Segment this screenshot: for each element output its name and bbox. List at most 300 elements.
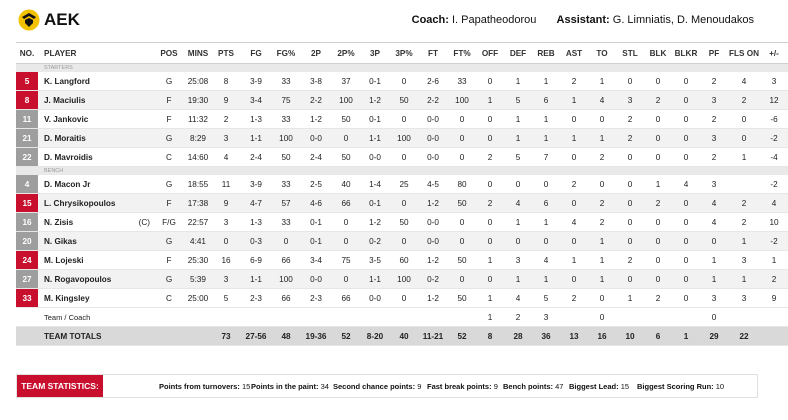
team-coach-row (16, 308, 788, 327)
stat-fg: 1-1 (240, 129, 272, 148)
stat-ast: 1 (560, 91, 588, 110)
stat-ftp: 80 (448, 175, 476, 194)
stat-ft: 0-0 (418, 213, 448, 232)
player-row (16, 110, 788, 129)
column-header[interactable]: 3P% (390, 43, 418, 64)
stat-ftp: 0 (448, 129, 476, 148)
stat-def: 0 (504, 175, 532, 194)
team-reb: 3 (532, 308, 560, 327)
stat-blkr: 0 (672, 72, 700, 91)
totals-pts: 73 (212, 327, 240, 346)
stat-value: 47 (555, 382, 564, 391)
stat-ft: 0-2 (418, 270, 448, 289)
stat-p2p: 0 (332, 270, 360, 289)
stat-ast: 2 (560, 289, 588, 308)
stat-stl: 1 (616, 289, 644, 308)
stat-pm: -6 (760, 110, 788, 129)
player-row (16, 194, 788, 213)
stat-blk: 0 (644, 110, 672, 129)
stat-p3p: 50 (390, 91, 418, 110)
player-name[interactable]: D. Mavroidis (44, 152, 93, 162)
stat-ft: 0-0 (418, 148, 448, 167)
stat-p3p: 0 (390, 194, 418, 213)
stat-ft: 1-2 (418, 289, 448, 308)
stat-to: 2 (588, 194, 616, 213)
stat-mins: 25:08 (184, 72, 212, 91)
column-header[interactable]: 3P (360, 43, 390, 64)
jersey-number: 27 (16, 270, 38, 289)
stat-p2: 0-1 (300, 232, 332, 251)
stat-stl: 0 (616, 148, 644, 167)
stat-def: 1 (504, 270, 532, 289)
stat-mins: 8:29 (184, 129, 212, 148)
stat-ast: 1 (560, 251, 588, 270)
stat-value: 9 (417, 382, 422, 391)
stat-p3: 0-1 (360, 110, 390, 129)
stat-flson: 3 (728, 251, 760, 270)
stat-pm: 9 (760, 289, 788, 308)
stat-off: 0 (476, 213, 504, 232)
stat-ftp: 50 (448, 289, 476, 308)
stat-p2p: 50 (332, 110, 360, 129)
section-label: BENCH (16, 167, 788, 176)
player-name-cell[interactable] (38, 270, 154, 289)
stat-stl: 3 (616, 91, 644, 110)
player-row (16, 289, 788, 308)
stat-ftp: 0 (448, 110, 476, 129)
stat-ftp: 0 (448, 232, 476, 251)
stat-p2: 1-2 (300, 110, 332, 129)
stat-p3: 1-4 (360, 175, 390, 194)
stat-pos: C (154, 148, 184, 167)
column-header[interactable]: TO (588, 43, 616, 64)
stat-label: Biggest Lead: (569, 382, 619, 391)
stat-pm: 3 (760, 72, 788, 91)
column-header[interactable]: FG (240, 43, 272, 64)
stat-ft: 4-5 (418, 175, 448, 194)
stat-value: 34 (320, 382, 329, 391)
totals-label: TEAM TOTALS (38, 327, 154, 346)
stat-pts: 2 (212, 110, 240, 129)
column-header[interactable]: MINS (184, 43, 212, 64)
stat-blk: 2 (644, 91, 672, 110)
team-statistics-bar (16, 374, 758, 398)
stat-pm: 10 (760, 213, 788, 232)
stat-pm: -2 (760, 175, 788, 194)
stat-blk: 0 (644, 72, 672, 91)
stat-ast: 0 (560, 232, 588, 251)
stat-fg: 2-4 (240, 148, 272, 167)
jersey-number: 16 (16, 213, 38, 232)
totals-pf: 29 (700, 327, 728, 346)
totals-flson: 22 (728, 327, 760, 346)
stat-pts: 3 (212, 213, 240, 232)
stat-ft: 2-6 (418, 72, 448, 91)
team-totals-row (16, 327, 788, 346)
stat-p2p: 50 (332, 148, 360, 167)
stat-label: Points from turnovers: (159, 382, 240, 391)
stat-stl: 2 (616, 251, 644, 270)
stat-fg: 1-3 (240, 110, 272, 129)
stat-fg: 3-4 (240, 91, 272, 110)
stat-mins: 11:32 (184, 110, 212, 129)
totals-to: 16 (588, 327, 616, 346)
player-name[interactable]: M. Lojeski (44, 255, 84, 265)
stat-def: 1 (504, 213, 532, 232)
stat-ft: 1-2 (418, 194, 448, 213)
stat-flson: 3 (728, 289, 760, 308)
column-header[interactable]: PLAYER (38, 43, 154, 64)
team-coach-label: Team / Coach (38, 308, 154, 327)
stat-pts: 0 (212, 232, 240, 251)
column-header[interactable]: FG% (272, 43, 300, 64)
section-label: STARTERS (16, 64, 788, 73)
stat-blk: 0 (644, 251, 672, 270)
player-name-cell[interactable] (38, 129, 154, 148)
stat-ftp: 0 (448, 148, 476, 167)
stat-to: 1 (588, 72, 616, 91)
stat-blkr: 0 (672, 148, 700, 167)
column-header[interactable]: DEF (504, 43, 532, 64)
column-header[interactable]: 2P% (332, 43, 360, 64)
stat-pf: 1 (700, 270, 728, 289)
totals-3p: 8-20 (360, 327, 390, 346)
captain-badge: (C) (138, 217, 150, 227)
stat-mins: 14:60 (184, 148, 212, 167)
stat-label: Biggest Scoring Run: (637, 382, 714, 391)
jersey-number: 24 (16, 251, 38, 270)
player-name[interactable]: N. Rogavopoulos (44, 274, 112, 284)
stat-p3p: 0 (390, 289, 418, 308)
stat-to: 2 (588, 213, 616, 232)
stat-blk: 2 (644, 194, 672, 213)
stat-p3: 0-1 (360, 72, 390, 91)
player-name[interactable]: N. Zisis (44, 217, 74, 227)
stat-reb: 1 (532, 110, 560, 129)
column-header[interactable]: 2P (300, 43, 332, 64)
stat-pos: F (154, 251, 184, 270)
stat-to: 1 (588, 251, 616, 270)
player-name-cell[interactable] (38, 148, 154, 167)
stat-p3p: 0 (390, 232, 418, 251)
stat-mins: 4:41 (184, 232, 212, 251)
stat-biggest-lead (569, 382, 629, 391)
totals-off: 8 (476, 327, 504, 346)
stat-fgp: 100 (272, 270, 300, 289)
stat-pos: G (154, 175, 184, 194)
stat-off: 0 (476, 232, 504, 251)
jersey-number: 15 (16, 194, 38, 213)
player-row (16, 213, 788, 232)
stat-fg: 4-7 (240, 194, 272, 213)
stat-p2: 2-4 (300, 148, 332, 167)
totals-ft: 11-21 (418, 327, 448, 346)
stat-p2p: 66 (332, 289, 360, 308)
stat-ft: 0-0 (418, 129, 448, 148)
stat-fg: 2-3 (240, 289, 272, 308)
player-name[interactable]: N. Gikas (44, 236, 77, 246)
stat-pf: 2 (700, 72, 728, 91)
column-header[interactable]: PTS (212, 43, 240, 64)
stat-p3: 3-5 (360, 251, 390, 270)
stat-mins: 17:38 (184, 194, 212, 213)
stat-pts: 3 (212, 270, 240, 289)
stat-p3p: 50 (390, 213, 418, 232)
stat-value: 15 (241, 382, 251, 391)
player-name[interactable]: D. Macon Jr (44, 179, 91, 189)
assistant-label: Assistant: (556, 14, 610, 26)
stat-blkr: 0 (672, 270, 700, 289)
stat-def: 5 (504, 148, 532, 167)
stat-pos: G (154, 270, 184, 289)
stat-ast: 0 (560, 148, 588, 167)
column-header[interactable]: OFF (476, 43, 504, 64)
column-header[interactable]: AST (560, 43, 588, 64)
player-row (16, 91, 788, 110)
stat-blk: 0 (644, 270, 672, 289)
stat-p2p: 75 (332, 251, 360, 270)
stat-second-chance-points (333, 382, 421, 391)
stat-fgp: 66 (272, 289, 300, 308)
stat-ftp: 0 (448, 270, 476, 289)
assistant-names: G. Limniatis, D. Menoudakos (612, 14, 754, 26)
totals-3pp: 40 (390, 327, 418, 346)
stat-points-in-paint (251, 382, 329, 391)
stat-ast: 0 (560, 110, 588, 129)
stat-p2: 2-3 (300, 289, 332, 308)
stat-bench-points (503, 382, 563, 391)
totals-ast: 13 (560, 327, 588, 346)
stat-def: 4 (504, 194, 532, 213)
column-header[interactable]: BLK (644, 43, 672, 64)
stat-blk: 2 (644, 289, 672, 308)
stat-p2: 0-0 (300, 270, 332, 289)
stat-pts: 9 (212, 91, 240, 110)
stat-fgp: 57 (272, 194, 300, 213)
stat-off: 1 (476, 289, 504, 308)
stat-reb: 7 (532, 148, 560, 167)
stat-p2p: 0 (332, 232, 360, 251)
player-row (16, 175, 788, 194)
stat-p3p: 0 (390, 110, 418, 129)
coach-label: Coach: (411, 14, 449, 26)
stat-pos: F/G (154, 213, 184, 232)
player-name[interactable]: V. Jankovic (44, 114, 89, 124)
stat-reb: 1 (532, 129, 560, 148)
stat-reb: 0 (532, 232, 560, 251)
stat-flson: 0 (728, 110, 760, 129)
team-to: 0 (588, 308, 616, 327)
stat-def: 4 (504, 289, 532, 308)
player-name[interactable]: J. Maciulis (44, 95, 86, 105)
stat-to: 4 (588, 91, 616, 110)
jersey-number: 8 (16, 91, 38, 110)
stat-p3p: 100 (390, 129, 418, 148)
stat-off: 2 (476, 194, 504, 213)
stat-def: 3 (504, 251, 532, 270)
stat-pf: 2 (700, 110, 728, 129)
section-starters (16, 64, 788, 73)
stat-to: 0 (588, 175, 616, 194)
column-header[interactable]: +/- (760, 43, 788, 64)
stat-p3: 0-2 (360, 232, 390, 251)
stat-p2: 4-6 (300, 194, 332, 213)
stat-mins: 19:30 (184, 91, 212, 110)
stat-label: Points in the paint: (251, 382, 319, 391)
stat-blkr: 0 (672, 194, 700, 213)
totals-fgp: 48 (272, 327, 300, 346)
player-row (16, 270, 788, 289)
stat-blk: 0 (644, 213, 672, 232)
player-name-cell[interactable] (38, 175, 154, 194)
stat-fast-break-points (427, 382, 498, 391)
stat-p3: 0-0 (360, 289, 390, 308)
stat-value: 15 (620, 382, 630, 391)
player-name-cell[interactable] (38, 251, 154, 270)
stat-pm: -2 (760, 129, 788, 148)
stat-off: 1 (476, 91, 504, 110)
stat-stl: 0 (616, 175, 644, 194)
stat-def: 1 (504, 129, 532, 148)
stat-p2p: 0 (332, 129, 360, 148)
stat-to: 0 (588, 289, 616, 308)
player-row (16, 232, 788, 251)
coaching-staff (412, 14, 754, 26)
stat-pm: 12 (760, 91, 788, 110)
stat-ast: 4 (560, 213, 588, 232)
stat-p3: 1-2 (360, 91, 390, 110)
stat-fg: 1-1 (240, 270, 272, 289)
column-header[interactable]: BLKR (672, 43, 700, 64)
stat-pos: G (154, 129, 184, 148)
column-header[interactable]: STL (616, 43, 644, 64)
stat-p3p: 0 (390, 148, 418, 167)
stat-ast: 0 (560, 270, 588, 289)
totals-fg: 27-56 (240, 327, 272, 346)
stat-fgp: 33 (272, 110, 300, 129)
stat-blkr: 0 (672, 213, 700, 232)
stat-reb: 5 (532, 289, 560, 308)
stat-value: 9 (493, 382, 498, 391)
column-header[interactable]: FT% (448, 43, 476, 64)
totals-blk: 6 (644, 327, 672, 346)
stat-mins: 22:57 (184, 213, 212, 232)
stat-pos: G (154, 72, 184, 91)
stat-reb: 1 (532, 270, 560, 289)
stat-off: 0 (476, 110, 504, 129)
stat-off: 0 (476, 270, 504, 289)
totals-stl: 10 (616, 327, 644, 346)
column-header[interactable]: PF (700, 43, 728, 64)
column-header[interactable]: POS (154, 43, 184, 64)
player-name-cell[interactable] (38, 289, 154, 308)
stat-flson (728, 175, 760, 194)
player-row (16, 251, 788, 270)
stat-reb: 4 (532, 251, 560, 270)
stat-ft: 1-2 (418, 251, 448, 270)
player-name-cell[interactable] (38, 72, 154, 91)
column-header[interactable]: REB (532, 43, 560, 64)
stat-p2p: 66 (332, 194, 360, 213)
stat-to: 0 (588, 110, 616, 129)
stat-pos: F (154, 91, 184, 110)
stat-pm: -4 (760, 148, 788, 167)
stat-pm: 2 (760, 270, 788, 289)
stat-pts: 4 (212, 148, 240, 167)
team-logo-icon (18, 8, 40, 32)
stat-blkr: 0 (672, 251, 700, 270)
stat-flson: 1 (728, 148, 760, 167)
stat-pm: 4 (760, 194, 788, 213)
totals-2p: 19-36 (300, 327, 332, 346)
stat-fg: 6-9 (240, 251, 272, 270)
stat-value: 10 (715, 382, 725, 391)
jersey-number: 21 (16, 129, 38, 148)
stat-mins: 18:55 (184, 175, 212, 194)
player-name-cell[interactable] (38, 91, 154, 110)
table-header-row (16, 43, 788, 64)
jersey-number: 11 (16, 110, 38, 129)
totals-reb: 36 (532, 327, 560, 346)
stat-def: 1 (504, 72, 532, 91)
stat-flson: 1 (728, 270, 760, 289)
stat-stl: 2 (616, 110, 644, 129)
stat-ftp: 33 (448, 72, 476, 91)
stat-off: 0 (476, 175, 504, 194)
player-name-cell[interactable] (38, 232, 154, 251)
player-name[interactable]: D. Moraitis (44, 133, 86, 143)
player-name[interactable]: M. Kingsley (44, 293, 90, 303)
stat-pts: 16 (212, 251, 240, 270)
stat-p3p: 0 (390, 72, 418, 91)
team-pf: 0 (700, 308, 728, 327)
stat-reb: 6 (532, 194, 560, 213)
stat-def: 5 (504, 91, 532, 110)
player-name[interactable]: K. Langford (44, 76, 90, 86)
stat-pts: 11 (212, 175, 240, 194)
stat-fgp: 33 (272, 72, 300, 91)
stat-fgp: 66 (272, 251, 300, 270)
stat-fgp: 50 (272, 148, 300, 167)
stat-flson: 2 (728, 194, 760, 213)
stat-p2: 2-5 (300, 175, 332, 194)
player-name-cell[interactable] (38, 194, 154, 213)
stat-p3: 0-0 (360, 148, 390, 167)
stat-off: 0 (476, 72, 504, 91)
stat-pts: 3 (212, 129, 240, 148)
player-name[interactable]: L. Chrysikopoulos (44, 198, 116, 208)
stat-fgp: 33 (272, 175, 300, 194)
player-row (16, 129, 788, 148)
column-header[interactable]: FT (418, 43, 448, 64)
stat-fg: 1-3 (240, 213, 272, 232)
stat-flson: 0 (728, 129, 760, 148)
stat-to: 2 (588, 148, 616, 167)
stat-ftp: 100 (448, 91, 476, 110)
stat-p3p: 25 (390, 175, 418, 194)
stat-pm: -2 (760, 232, 788, 251)
player-name-cell[interactable] (38, 110, 154, 129)
stat-p2p: 100 (332, 91, 360, 110)
stat-blk: 0 (644, 148, 672, 167)
stat-p3: 1-1 (360, 129, 390, 148)
column-header[interactable]: NO. (16, 43, 38, 64)
column-header[interactable]: FLS ON (728, 43, 760, 64)
player-name-cell[interactable] (38, 213, 154, 232)
team-statistics-button[interactable]: TEAM STATISTICS: (17, 375, 103, 397)
stat-blkr: 0 (672, 91, 700, 110)
stat-stl: 0 (616, 194, 644, 213)
